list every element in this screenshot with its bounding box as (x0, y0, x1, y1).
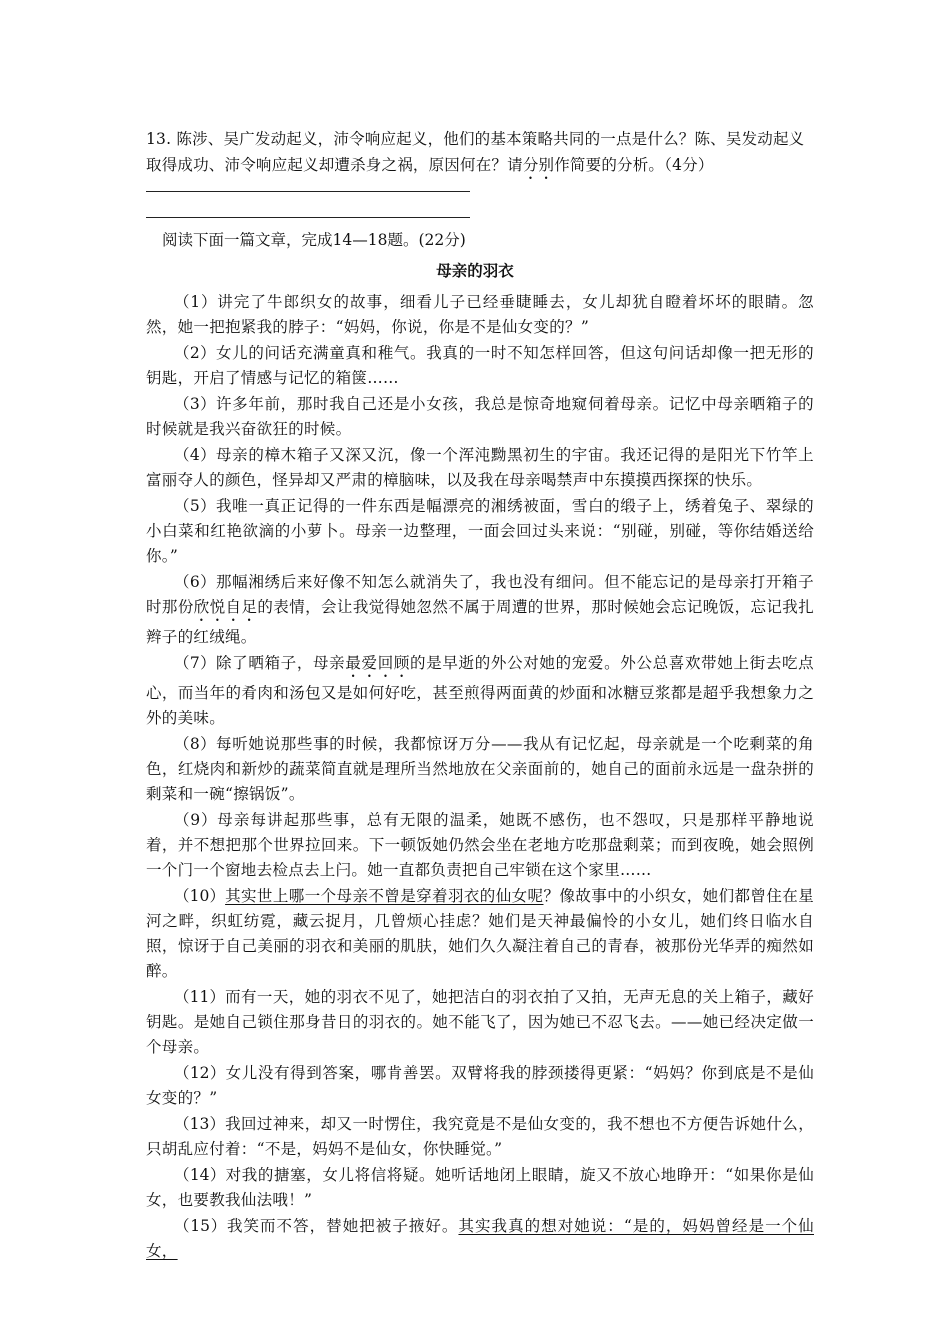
underlined-sentence-15: 其实我真的想对她说：“是的，妈妈曾经是一个仙女， (146, 1217, 814, 1260)
paragraph-8: （8）每听她说那些事的时候，我都惊讶万分——我从有记忆起，母亲就是一个吃剩菜的角色，红烧肉和新炒的蔬菜简直就是理所当然地放在父亲面前的，她自己的面前永远是一盘杂拼的剩菜和一碗“擦锅饭”。 (146, 735, 814, 803)
paragraph-4: （4）母亲的樟木箱子又深又沉，像一个浑沌黝黑初生的宇宙。我还记得的是阳光下竹竿上富丽夺人的颜色，怪异却又严肃的樟脑味，以及我在母亲喝禁声中东摸摸西探探的快乐。 (146, 446, 814, 489)
paragraph-14: （14）对我的搪塞，女儿将信将疑。她听话地闭上眼睛，旋又不放心地睁开：“如果你是仙女，也要教我仙法哦！” (146, 1166, 814, 1209)
paragraph-11: （11）而有一天，她的羽衣不见了，她把洁白的羽衣拍了又拍，无声无息的关上箱子，藏好钥匙。是她自己锁住那身昔日的羽衣的。她不能飞了，因为她已不忍飞去。——她已经决定做一个母亲。 (146, 988, 814, 1056)
paragraph-3: （3）许多年前，那时我自己还是小女孩，我总是惊奇地窥伺着母亲。记忆中母亲晒箱子的时候就是我兴奋欲狂的时候。 (146, 395, 814, 438)
paragraph-1: （1）讲完了牛郎织女的故事，细看儿子已经垂睫睡去，女儿却犹自瞪着坏坏的眼睛。忽然，她一把抱紧我的脖子：“妈妈，你说，你是不是仙女变的？” (146, 293, 814, 336)
article-title: 母亲的羽衣 (436, 261, 514, 280)
question-13-emphasis: 分别 (522, 156, 555, 174)
question-13-text-a: 13. 陈涉、吴广发动起义，沛令响应起义，他们的基本策略共同的一点是什么？陈、吴发动起义取得成功、沛令响应起义却遭杀身之祸，原因何在？请 (146, 130, 805, 174)
paragraph-12: （12）女儿没有得到答案，哪肯善罢。双臂将我的脖颈搂得更紧：“妈妈？你到底是不是仙女变的？” (146, 1064, 814, 1107)
reading-instruction: 阅读下面一篇文章，完成14—18题。(22分) (162, 231, 466, 249)
emphasis-xinyue-zizu: 欣悦自足 (193, 598, 258, 616)
paragraph-13: （13）我回过神来，却又一时愣住，我究竟是不是仙女变的，我不想也不方便告诉她什么，只胡乱应付着：“不是，妈妈不是仙女，你快睡觉。” (146, 1115, 814, 1158)
article-body (146, 290, 814, 1265)
paragraph-7: （7）除了晒箱子，母亲最爱回顾的是早逝的外公对她的宠爱。外公总喜欢带她上街去吃点心，而当年的肴肉和汤包又是如何好吃，甚至煎得两面黄的炒面和冰糖豆浆都是超乎我想象力之外的美味。 (146, 654, 814, 727)
paragraph-9: （9）母亲每讲起那些事，总有无限的温柔，她既不感伤，也不怨叹，只是那样平静地说着，并不想把那个世界拉回来。下一顿饭她仍然会坐在老地方吃那盘剩菜；而到夜晚，她会照例一个门一个窗地去检点去上闩。她一直都负责把自己牢锁在这个家里…… (146, 811, 814, 879)
answer-line-1[interactable] (146, 191, 470, 192)
underlined-sentence-10: 其实世上哪一个母亲不曾是穿着羽衣的仙女呢 (225, 887, 544, 905)
paragraph-6: （6）那幅湘绣后来好像不知怎么就消失了，我也没有细问。但不能忘记的是母亲打开箱子时那份欣悦自足的表情，会让我觉得她忽然不属于周遭的世界，那时候她会忘记晚饭，忘记我扎辫子的红绒绳。 (146, 573, 815, 646)
paragraph-2: （2）女儿的问话充满童真和稚气。我真的一时不知怎样回答，但这句问话却像一把无形的钥匙，开启了情感与记忆的箱箧…… (146, 344, 814, 387)
question-13 (146, 126, 814, 183)
question-13-text-b: 作简要的分析。（4分） (554, 156, 714, 174)
paragraph-5: （5）我唯一真正记得的一件东西是幅漂亮的湘绣被面，雪白的缎子上，绣着兔子、翠绿的小白菜和红艳欲滴的小萝卜。母亲一边整理，一面会回过头来说：“别碰，别碰，等你结婚送给你。” (146, 497, 814, 565)
answer-line-2[interactable] (146, 217, 470, 218)
paragraph-15: （15）我笑而不答，替她把被子掖好。其实我真的想对她说：“是的，妈妈曾经是一个仙女， (146, 1217, 814, 1260)
emphasis-zuiai-huigu: 最爱回顾 (345, 654, 411, 672)
paragraph-10: （10）其实世上哪一个母亲不曾是穿着羽衣的仙女呢？像故事中的小织女，她们都曾住在星河之畔，织虹纺霓，藏云捉月，几曾烦心挂虑？她们是天神最偏怜的小女儿，她们终日临水自照，惊讶于自己美丽的羽衣和美丽的肌肤，她们久久凝注着自己的青春，被那份光华弄的痴然如醉。 (146, 887, 814, 980)
